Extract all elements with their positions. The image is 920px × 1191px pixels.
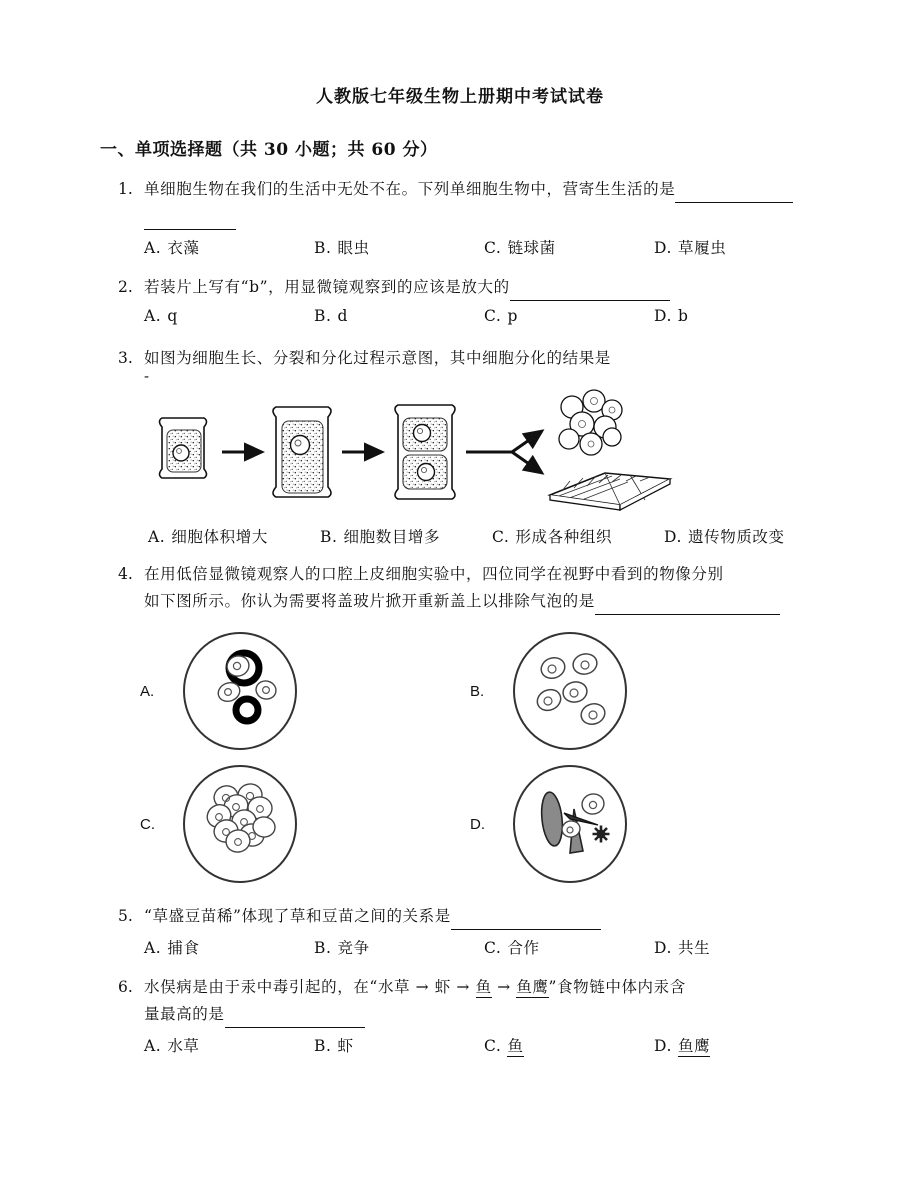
question-3-number: 3. bbox=[118, 349, 133, 368]
arrow-differentiation-branch bbox=[466, 431, 542, 473]
question-5-stem-text: “草盛豆苗稀”体现了草和豆苗之间的关系是 bbox=[144, 906, 451, 925]
question-2-stem-text: 若装片上写有“b”，用显微镜观察到的应该是放大的 bbox=[144, 278, 510, 297]
question-5-option-a[interactable] bbox=[144, 936, 314, 958]
question-1 bbox=[0, 176, 920, 230]
microscope-field-c-icon bbox=[174, 761, 306, 887]
cell-cluster-tissue bbox=[559, 390, 622, 455]
option-text: 草履虫 bbox=[678, 239, 727, 258]
question-3 bbox=[0, 345, 920, 372]
question-3-option-a[interactable] bbox=[148, 525, 320, 547]
option-text: 衣藻 bbox=[167, 239, 200, 258]
figure-option-row-bottom bbox=[140, 758, 800, 891]
option-text: 遗传物质改变 bbox=[688, 527, 785, 546]
food-chain-text: 虾 bbox=[434, 977, 451, 996]
question-2-stem bbox=[118, 274, 820, 301]
microscope-field-d-icon bbox=[504, 761, 636, 887]
question-4 bbox=[0, 561, 920, 615]
option-label: C. bbox=[140, 815, 155, 833]
question-1-answer-blank[interactable] bbox=[675, 187, 793, 203]
question-4-number: 4. bbox=[118, 564, 133, 583]
food-chain-text: 水草 bbox=[377, 977, 411, 996]
microscope-field-b-icon bbox=[504, 628, 636, 754]
question-4-stem bbox=[118, 561, 820, 615]
option-label: D. bbox=[664, 527, 683, 546]
page-title: 人教版七年级生物上册期中考试试卷 bbox=[316, 87, 604, 107]
cell-stage-2 bbox=[273, 407, 331, 497]
option-text: q bbox=[167, 307, 178, 326]
question-5-option-c[interactable] bbox=[484, 936, 654, 958]
question-1-option-c[interactable] bbox=[484, 236, 654, 258]
question-1-option-a[interactable] bbox=[144, 236, 314, 258]
question-6-stem bbox=[118, 974, 820, 1028]
option-text: 细胞体积增大 bbox=[171, 527, 268, 546]
question-5-answer-blank[interactable] bbox=[451, 914, 601, 930]
question-2-answer-blank[interactable] bbox=[510, 285, 670, 301]
option-label: A. bbox=[148, 527, 166, 546]
option-label: D. bbox=[654, 938, 673, 957]
question-6-option-c[interactable] bbox=[484, 1034, 654, 1056]
option-text: 形成各种组织 bbox=[515, 527, 613, 546]
question-1-options bbox=[0, 236, 920, 258]
food-chain-text: ”食物链中体内汞含 bbox=[548, 977, 686, 996]
question-1-answer-blank-cont[interactable] bbox=[144, 214, 236, 230]
question-4-stem-line2: 如下图所示。你认为需要将盖玻片掀开重新盖上以排除气泡的是 bbox=[144, 591, 595, 610]
question-6-food-chain bbox=[144, 978, 686, 998]
question-4-figure-options bbox=[0, 625, 920, 891]
option-label: A. bbox=[144, 1037, 162, 1056]
question-4-option-b[interactable] bbox=[470, 628, 800, 754]
option-label: A. bbox=[144, 239, 162, 258]
option-label: B. bbox=[314, 938, 332, 957]
option-text: b bbox=[678, 307, 689, 326]
option-text: 水草 bbox=[167, 1037, 200, 1056]
question-3-option-b[interactable] bbox=[320, 525, 492, 547]
question-6-option-d[interactable] bbox=[654, 1034, 824, 1056]
question-3-stem-text: 如图为细胞生长、分裂和分化过程示意图，其中细胞分化的结果是 bbox=[144, 349, 611, 368]
cell-growth-division-differentiation-diagram bbox=[0, 387, 920, 519]
option-label: B. bbox=[314, 307, 332, 326]
option-label: B. bbox=[314, 1037, 332, 1056]
question-6 bbox=[0, 974, 920, 1028]
question-6-option-b[interactable] bbox=[314, 1034, 484, 1056]
option-text: 细胞数目增多 bbox=[343, 527, 441, 546]
option-label: B. bbox=[320, 527, 338, 546]
option-text: 鱼鹰 bbox=[678, 1037, 711, 1056]
option-text: 竞争 bbox=[337, 938, 370, 957]
option-label: C. bbox=[484, 1037, 502, 1056]
question-5-option-b[interactable] bbox=[314, 936, 484, 958]
question-3-options bbox=[0, 525, 920, 547]
option-label: A. bbox=[144, 307, 162, 326]
question-6-answer-blank[interactable] bbox=[225, 1012, 365, 1028]
option-text: 眼虫 bbox=[337, 239, 370, 258]
star-particle bbox=[593, 826, 610, 843]
option-text: 链球菌 bbox=[507, 239, 556, 258]
question-1-stem bbox=[118, 176, 820, 230]
food-chain-text: → bbox=[491, 977, 517, 996]
question-4-option-c[interactable] bbox=[140, 761, 470, 887]
option-label: C. bbox=[484, 307, 502, 326]
option-text: 合作 bbox=[507, 938, 540, 957]
question-6-option-a[interactable] bbox=[144, 1034, 314, 1056]
cell-stage-3-divided bbox=[395, 405, 455, 499]
question-4-option-d[interactable] bbox=[470, 761, 800, 887]
question-1-option-b[interactable] bbox=[314, 236, 484, 258]
option-label: A. bbox=[144, 938, 162, 957]
option-label: B. bbox=[470, 682, 485, 700]
question-1-option-d[interactable] bbox=[654, 236, 824, 258]
question-6-stem-line2: 量最高的是 bbox=[144, 1005, 225, 1023]
option-label: C. bbox=[484, 938, 502, 957]
food-chain-underlined-term: 鱼 bbox=[475, 977, 492, 996]
food-chain-text: → bbox=[410, 977, 435, 996]
question-3-dash: - bbox=[144, 366, 150, 385]
question-1-number: 1. bbox=[118, 180, 133, 198]
option-label: D. bbox=[654, 1037, 673, 1056]
question-5-options bbox=[0, 936, 920, 958]
question-2-option-d[interactable] bbox=[654, 307, 824, 325]
option-label: D. bbox=[470, 815, 485, 833]
option-label: C. bbox=[484, 239, 502, 258]
option-label: D. bbox=[654, 307, 673, 326]
section-heading: 一、单项选择题（共 30 小题；共 60 分） bbox=[100, 140, 438, 160]
food-chain-text: 水俣病是由于汞中毒引起的，在“ bbox=[144, 977, 378, 996]
option-text: 捕食 bbox=[167, 938, 200, 957]
air-bubble bbox=[236, 699, 258, 721]
option-text: d bbox=[337, 307, 349, 326]
microscope-field-a-icon bbox=[174, 628, 306, 754]
question-2-option-b[interactable] bbox=[314, 307, 484, 325]
question-2 bbox=[0, 274, 920, 301]
option-text: 虾 bbox=[337, 1037, 354, 1056]
option-text: 共生 bbox=[678, 938, 711, 957]
question-1-stem-text: 单细胞生物在我们的生活中无处不在。下列单细胞生物中，营寄生生活的是 bbox=[144, 180, 676, 198]
question-4-answer-blank[interactable] bbox=[595, 598, 780, 614]
question-6-number: 6. bbox=[118, 977, 133, 996]
option-label: B. bbox=[314, 239, 332, 258]
question-4-stem-line1: 在用低倍显微镜观察人的口腔上皮细胞实验中，四位同学在视野中看到的物像分别 bbox=[144, 564, 724, 583]
question-2-option-a[interactable] bbox=[144, 307, 314, 325]
epithelial-sheet-tissue bbox=[550, 473, 670, 510]
question-2-option-c[interactable] bbox=[484, 307, 654, 325]
question-5 bbox=[0, 903, 920, 930]
question-5-option-d[interactable] bbox=[654, 936, 824, 958]
question-3-option-d[interactable] bbox=[664, 525, 836, 547]
question-2-number: 2. bbox=[118, 278, 133, 297]
food-chain-text: → bbox=[450, 977, 476, 996]
option-label: D. bbox=[654, 239, 673, 258]
question-4-option-a[interactable] bbox=[140, 628, 470, 754]
question-5-number: 5. bbox=[118, 906, 133, 925]
cell-stage-1 bbox=[160, 418, 207, 478]
question-5-stem bbox=[118, 903, 820, 930]
question-6-options bbox=[0, 1034, 920, 1056]
question-2-options bbox=[0, 307, 920, 325]
option-text: p bbox=[507, 307, 518, 326]
option-label: C. bbox=[492, 527, 510, 546]
option-text: 鱼 bbox=[507, 1037, 524, 1056]
question-3-option-c[interactable] bbox=[492, 525, 664, 547]
figure-option-row-top bbox=[140, 625, 800, 758]
question-3-stem bbox=[118, 345, 820, 372]
option-label: A. bbox=[140, 682, 155, 700]
food-chain-underlined-term: 鱼鹰 bbox=[516, 977, 549, 996]
